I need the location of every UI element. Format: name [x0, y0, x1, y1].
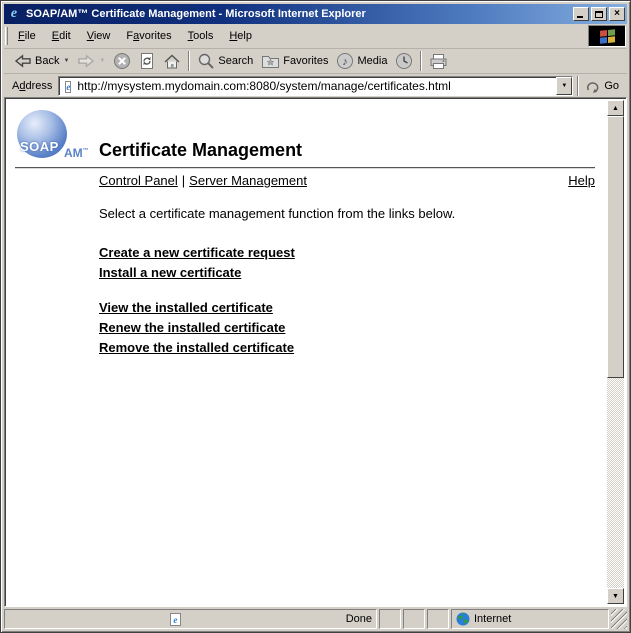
home-icon	[163, 53, 181, 70]
scroll-up-icon: ▲	[612, 104, 619, 112]
vertical-scrollbar[interactable]	[607, 100, 624, 604]
toolbar	[4, 48, 627, 73]
status-bar	[4, 609, 627, 629]
menu-help[interactable]: Help	[229, 30, 252, 42]
close-icon: ×	[614, 8, 620, 19]
stop-icon	[113, 52, 131, 70]
maximize-button[interactable]	[591, 7, 607, 21]
scroll-down-button[interactable]	[607, 588, 624, 604]
breadcrumb	[99, 173, 595, 188]
create-certificate-request-link[interactable]: Create a new certificate request	[99, 245, 295, 260]
intro-text: Select a certificate management function from the links below.	[99, 206, 456, 221]
refresh-icon	[139, 52, 155, 70]
heading-divider	[15, 167, 595, 169]
media-icon	[336, 52, 354, 70]
link-group-gap	[99, 283, 295, 298]
view-certificate-link[interactable]: View the installed certificate	[99, 300, 273, 315]
scroll-down-icon: ▼	[612, 592, 619, 600]
history-icon	[395, 52, 413, 70]
ie-icon: e	[10, 6, 18, 21]
windows-flag-icon	[600, 29, 615, 44]
back-label: Back	[35, 55, 60, 67]
globe-icon	[456, 612, 470, 626]
refresh-button[interactable]	[135, 51, 159, 72]
scrollbar-thumb[interactable]	[607, 116, 624, 378]
go-icon	[586, 79, 601, 93]
install-certificate-link[interactable]: Install a new certificate	[99, 265, 242, 280]
status-panel-3	[427, 609, 449, 629]
remove-certificate-link[interactable]: Remove the installed certificate	[99, 340, 295, 355]
status-panel-2	[403, 609, 425, 629]
go-button[interactable]	[577, 76, 625, 96]
menu-tools[interactable]: Tools	[187, 30, 214, 42]
address-input[interactable]	[77, 78, 556, 94]
menubar-grip[interactable]	[5, 27, 8, 45]
forward-dropdown-icon[interactable]: ▼	[99, 58, 106, 64]
status-page-icon: e	[170, 613, 181, 626]
search-icon	[197, 52, 215, 70]
forward-button[interactable]	[73, 51, 109, 72]
address-field	[58, 76, 573, 96]
status-message-panel	[4, 609, 377, 629]
control-panel-link[interactable]: Control Panel	[99, 173, 178, 188]
favorites-icon	[261, 53, 280, 69]
renew-certificate-link[interactable]: Renew the installed certificate	[99, 320, 286, 335]
scroll-up-button[interactable]	[607, 100, 624, 116]
security-zone-panel	[451, 609, 609, 629]
back-dropdown-icon[interactable]: ▼	[63, 58, 70, 64]
back-button[interactable]	[10, 51, 73, 72]
minimize-icon	[577, 16, 583, 18]
svg-text:♪: ♪	[342, 56, 349, 68]
print-icon	[429, 53, 448, 70]
browser-viewport	[4, 97, 627, 607]
soap-am-logo	[17, 110, 95, 162]
window-title: SOAP/AM™ Certificate Management - Microsoft Internet Explorer	[26, 8, 366, 20]
search-button[interactable]	[193, 51, 257, 72]
page-icon: e	[66, 81, 71, 92]
menu-bar	[4, 24, 627, 48]
search-label: Search	[218, 55, 254, 67]
history-button[interactable]	[391, 51, 417, 72]
favorites-label: Favorites	[283, 55, 329, 67]
address-label: Address	[12, 79, 53, 92]
media-button[interactable]	[332, 51, 391, 72]
logo-soap-text: SOAP	[20, 139, 59, 154]
status-text: Done	[345, 613, 372, 625]
nav-separator: |	[181, 173, 186, 188]
address-dropdown-button[interactable]	[556, 77, 572, 95]
menu-edit[interactable]: Edit	[51, 30, 71, 42]
resize-grip[interactable]	[611, 609, 627, 629]
close-button[interactable]	[609, 7, 625, 21]
maximize-icon	[595, 11, 603, 18]
back-icon	[14, 53, 32, 69]
title-bar	[4, 4, 627, 24]
certificate-links	[99, 243, 295, 358]
menu-items	[10, 24, 587, 48]
minimize-button[interactable]	[573, 7, 589, 21]
dropdown-icon: ▼	[561, 82, 568, 89]
web-page	[7, 100, 607, 604]
stop-button[interactable]	[109, 51, 135, 72]
menu-view[interactable]: View	[86, 30, 111, 42]
favorites-button[interactable]	[257, 51, 332, 72]
go-label: Go	[604, 79, 619, 92]
status-panel-1	[379, 609, 401, 629]
toolbar-separator	[188, 51, 190, 71]
help-link[interactable]: Help	[568, 173, 595, 188]
zone-label: Internet	[474, 613, 512, 625]
media-label: Media	[357, 55, 388, 67]
page-title: Certificate Management	[99, 140, 303, 160]
menu-file[interactable]: File	[18, 30, 36, 42]
print-button[interactable]	[425, 51, 452, 72]
menu-favorites[interactable]: Favorites	[126, 30, 172, 42]
windows-logo-throbber	[588, 25, 626, 47]
home-button[interactable]	[159, 51, 185, 72]
server-management-link[interactable]: Server Management	[189, 173, 307, 188]
toolbar-separator-2	[420, 51, 422, 71]
logo-am-text: AM™	[64, 146, 89, 160]
address-bar	[4, 73, 627, 97]
forward-icon	[77, 53, 95, 69]
